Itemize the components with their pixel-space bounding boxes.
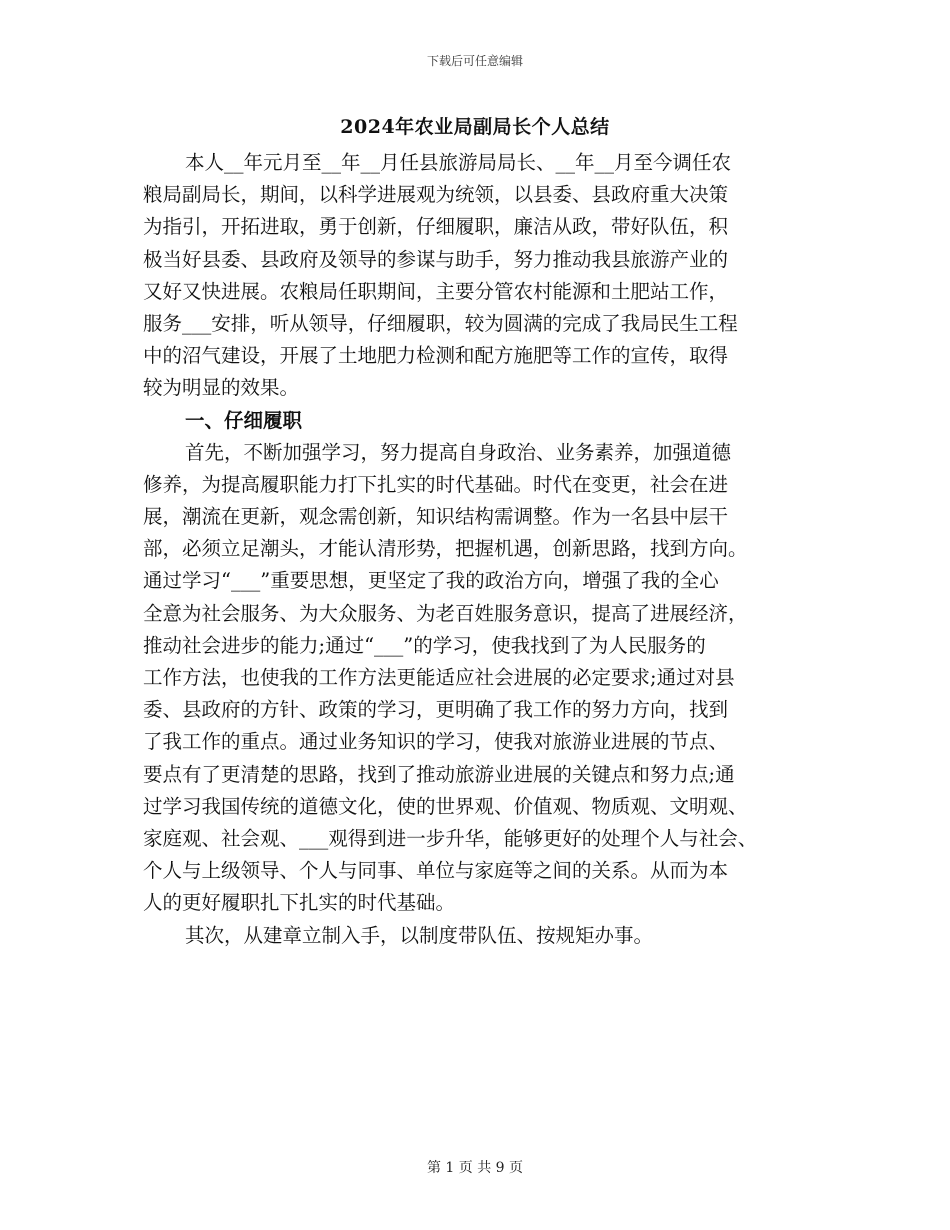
paragraph-line: 中的沼气建设，开展了土地肥力检测和配方施肥等工作的宣传，取得 (143, 344, 729, 368)
paragraph-line: 展，潮流在更新，观念需创新，知识结构需调整。作为一名县中层干 (143, 505, 729, 529)
document-body (143, 147, 813, 952)
paragraph-line: 修养，为提高履职能力打下扎实的时代基础。时代在变更，社会在进 (143, 472, 729, 496)
page-number: 第 1 页 共 9 页 (426, 1160, 524, 1176)
paragraph-line: 工作方法，也使我的工作方法更能适应社会进展的必定要求;通过对县 (143, 666, 735, 689)
paragraph-line: 为指引，开拓进取，勇于创新，仔细履职，廉洁从政，带好队伍，积 (143, 215, 729, 239)
paragraph-line: 较为明显的效果。 (143, 376, 300, 400)
paragraph-line: 部，必须立足潮头，才能认清形势，把握机遇，创新思路，找到方向。 (143, 537, 748, 561)
paragraph-line: 全意为社会服务、为大众服务、为老百姓服务意识，提高了进展经济， (143, 601, 748, 625)
paragraph-line: 通过学习“___”重要思想，更坚定了我的政治方向，增强了我的全心 (143, 569, 719, 593)
paragraph-line: 要点有了更清楚的思路，找到了推动旅游业进展的关键点和努力点;通 (143, 762, 735, 786)
paragraph-line: 首先，不断加强学习，努力提高自身政治、业务素养，加强道德 (185, 440, 732, 464)
paragraph-line: 又好又快进展。农粮局任职期间，主要分管农村能源和土肥站工作， (143, 279, 729, 303)
paragraph-line: 委、县政府的方针、政策的学习，更明确了我工作的努力方向，找到 (143, 698, 729, 722)
paragraph-line: 极当好县委、县政府及领导的参谋与助手，努力推动我县旅游产业的 (143, 247, 729, 271)
paragraph-line: 了我工作的重点。通过业务知识的学习，使我对旅游业进展的节点、 (143, 730, 729, 754)
section-heading: 一、仔细履职 (185, 408, 303, 432)
paragraph-line: 推动社会进步的能力;通过“___”的学习，使我找到了为人民服务的 (143, 633, 706, 657)
header-note: 下载后可任意编辑 (426, 54, 523, 68)
paragraph-line: 其次，从建章立制入手，以制度带队伍、按规矩办事。 (185, 923, 654, 947)
paragraph-line: 服务___安排，听从领导，仔细履职，较为圆满的完成了我局民生工程 (143, 311, 738, 335)
paragraph-line: 人的更好履职扎下扎实的时代基础。 (143, 891, 456, 915)
document-title: 2024年农业局副局长个人总结 (340, 116, 610, 138)
paragraph-line: 粮局副局长，期间，以科学进展观为统领，以县委、县政府重大决策 (143, 183, 729, 207)
paragraph-line: 本人__年元月至__年__月任县旅游局局长、__年__月至今调任农 (185, 151, 732, 174)
paragraph-line: 过学习我国传统的道德文化，使的世界观、价值观、物质观、文明观、 (143, 794, 748, 818)
paragraph-line: 家庭观、社会观、___观得到进一步升华，能够更好的处理个人与社会、 (143, 826, 758, 850)
paragraph-line: 个人与上级领导、个人与同事、单位与家庭等之间的关系。从而为本 (143, 859, 729, 883)
